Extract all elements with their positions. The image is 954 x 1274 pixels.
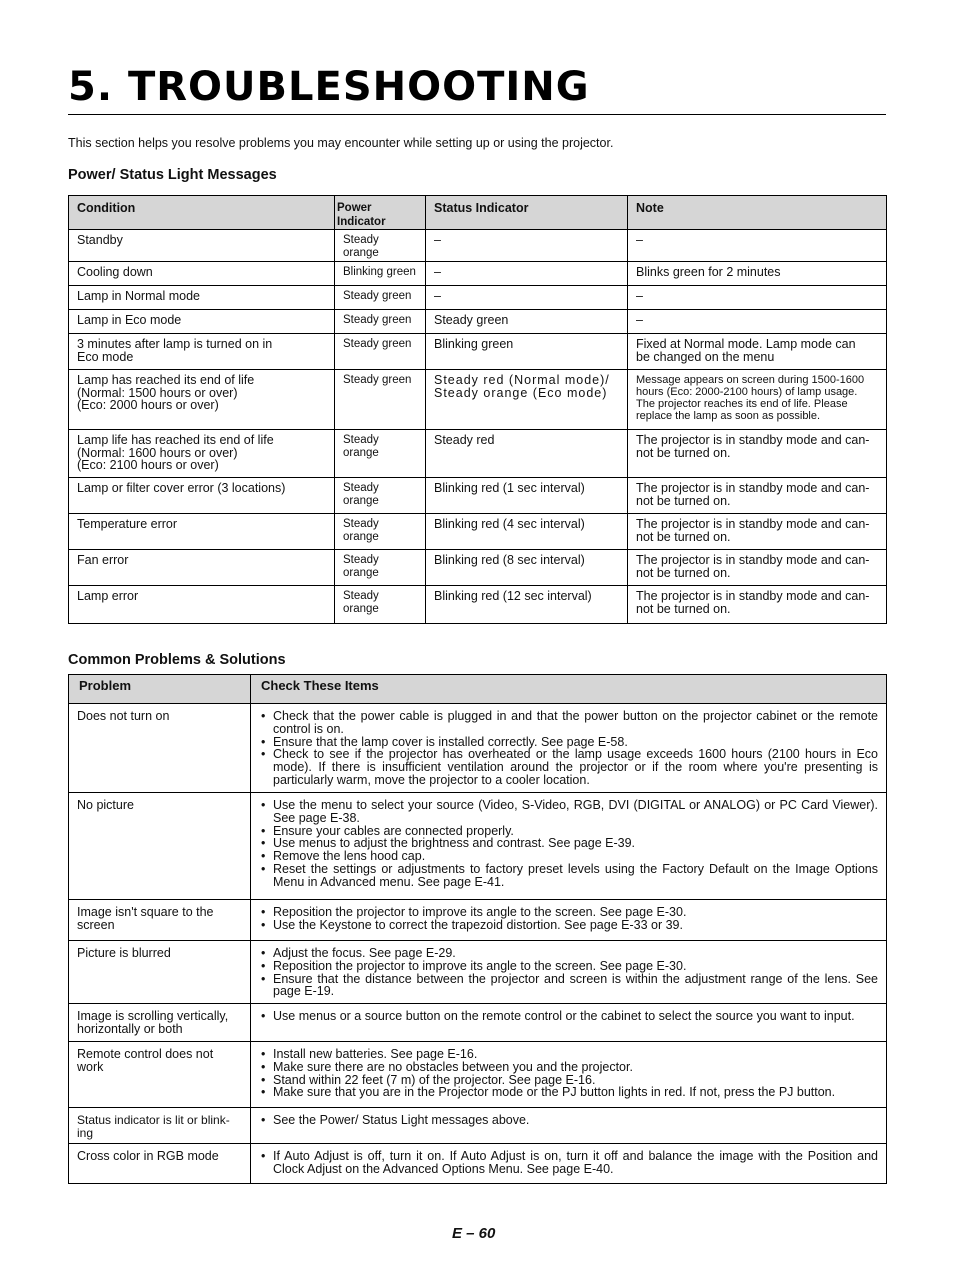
table-row <box>69 286 887 310</box>
cell-line: Blinking red (4 sec interval) <box>434 517 585 531</box>
cell-line: Lamp life has reached its end of life <box>77 433 274 447</box>
status-header-row <box>69 196 887 230</box>
check-items-list <box>259 799 878 889</box>
status-indicator-cell <box>426 514 628 550</box>
status-indicator-cell <box>426 370 628 430</box>
condition-cell <box>69 478 335 514</box>
problem-cell <box>69 1144 251 1184</box>
list-item: • Stand within 22 feet (7 m) of the projector. See page E-16. <box>259 1074 878 1087</box>
cell-line: – <box>434 289 441 303</box>
power-indicator-cell: Steady green <box>335 286 426 310</box>
cell-line: Steady red <box>434 433 495 447</box>
problem-cell <box>69 1042 251 1108</box>
condition-cell <box>69 550 335 586</box>
cell-line: ing <box>77 1125 94 1140</box>
note-cell <box>628 514 887 550</box>
table-row <box>69 900 887 941</box>
cell-line: – <box>636 289 643 303</box>
cell-line: not be turned on. <box>636 493 731 508</box>
header-check-items: Check These Items <box>251 675 887 704</box>
cell-line: Does not turn on <box>77 709 170 723</box>
status-indicator-cell <box>426 262 628 286</box>
power-indicator-cell: Steady green <box>335 334 426 370</box>
condition-cell <box>69 310 335 334</box>
table-row <box>69 941 887 1004</box>
intro-paragraph: This section helps you resolve problems you may encounter while setting up or using the projector. <box>68 136 614 150</box>
table-row <box>69 514 887 550</box>
power-indicator-cell: Steady orange <box>335 478 426 514</box>
list-item: • Reposition the projector to improve its angle to the screen. See page E-30. <box>259 960 878 973</box>
list-item: • Use the Keystone to correct the trapezoid distortion. See page E-33 or 39. <box>259 919 878 932</box>
cell-line: Message appears on screen during 1500-1600 <box>636 374 865 386</box>
condition-cell <box>69 514 335 550</box>
cell-line: Lamp has reached its end of life <box>77 373 255 387</box>
power-indicator-cell: Blinking green <box>335 262 426 286</box>
list-item: • Reset the settings or adjustments to factory preset levels using the Factory Default on the Image Options Menu in Advanced menu. See page E-41. <box>259 863 878 889</box>
status-section-heading: Power/ Status Light Messages <box>68 167 277 183</box>
table-row <box>69 550 887 586</box>
cell-line: Status indicator is lit or blink- <box>77 1113 230 1127</box>
note-cell <box>628 370 887 430</box>
status-indicator-cell <box>426 478 628 514</box>
list-item: • Remove the lens hood cap. <box>259 850 878 863</box>
list-item: • Make sure that you are in the Projector mode or the PJ button lights in red. If not, press the PJ button. <box>259 1086 878 1099</box>
cell-line: not be turned on. <box>636 565 731 580</box>
cell-line: The projector is in standby mode and can- <box>636 553 870 567</box>
table-row <box>69 1004 887 1042</box>
list-item: • Ensure your cables are connected properly. <box>259 825 878 838</box>
status-indicator-cell <box>426 310 628 334</box>
table-row <box>69 1108 887 1144</box>
table-row <box>69 704 887 793</box>
power-indicator-cell: Steady green <box>335 370 426 430</box>
cell-line: Standby <box>77 233 123 247</box>
list-item: • Install new batteries. See page E-16. <box>259 1048 878 1061</box>
power-indicator-cell: Steady orange <box>335 514 426 550</box>
note-cell <box>628 430 887 478</box>
cell-line: (Normal: 1600 hours or over) <box>77 445 238 460</box>
list-item: • Use menus or a source button on the remote control or the cabinet to select the source you want to input. <box>259 1010 878 1023</box>
status-light-table <box>68 195 887 624</box>
problem-cell <box>69 1004 251 1042</box>
check-items-list <box>259 1114 878 1127</box>
table-row <box>69 262 887 286</box>
page-title: 5. TROUBLESHOOTING <box>68 64 590 110</box>
cell-line: Image isn't square to the <box>77 905 214 919</box>
cell-line: screen <box>77 917 115 932</box>
check-items-list <box>259 947 878 998</box>
cell-line: Temperature error <box>77 517 178 531</box>
cell-line: not be turned on. <box>636 445 731 460</box>
table-row <box>69 478 887 514</box>
problem-cell <box>69 941 251 1004</box>
list-item: • Check that the power cable is plugged in and that the power button on the projector cabinet or the remote control is on. <box>259 710 878 736</box>
note-cell <box>628 586 887 624</box>
check-items-list <box>259 1048 878 1099</box>
cell-line: The projector is in standby mode and can- <box>636 517 870 531</box>
list-item: • Make sure there are no obstacles between you and the projector. <box>259 1061 878 1074</box>
check-items-cell <box>251 1042 887 1108</box>
note-cell <box>628 310 887 334</box>
list-item: • See the Power/ Status Light messages above. <box>259 1114 878 1127</box>
note-cell <box>628 334 887 370</box>
table-row <box>69 230 887 262</box>
cell-line: work <box>77 1059 104 1074</box>
title-divider <box>68 114 886 115</box>
table-row <box>69 310 887 334</box>
table-row <box>69 586 887 624</box>
cell-line: 3 minutes after lamp is turned on in <box>77 337 273 351</box>
condition-cell <box>69 430 335 478</box>
table-row <box>69 370 887 430</box>
problems-header-row <box>69 675 887 704</box>
table-row <box>69 334 887 370</box>
list-item: • Adjust the focus. See page E-29. <box>259 947 878 960</box>
cell-line: not be turned on. <box>636 529 731 544</box>
cell-line: (Normal: 1500 hours or over) <box>77 385 238 400</box>
power-indicator-cell: Steady orange <box>335 430 426 478</box>
cell-line: Blinks green for 2 minutes <box>636 265 781 279</box>
power-indicator-cell: Steady green <box>335 310 426 334</box>
page-number: E – 60 <box>452 1225 496 1242</box>
check-items-cell <box>251 1144 887 1184</box>
check-items-cell <box>251 941 887 1004</box>
cell-line: The projector reaches its end of life. Please <box>636 398 848 410</box>
cell-line: Image is scrolling vertically, <box>77 1009 229 1023</box>
cell-line: (Eco: 2000 hours or over) <box>77 398 219 412</box>
cell-line: Lamp in Eco mode <box>77 313 182 327</box>
problem-cell <box>69 793 251 900</box>
list-item: • Reposition the projector to improve its angle to the screen. See page E-30. <box>259 906 878 919</box>
note-cell <box>628 230 887 262</box>
cell-line: Cross color in RGB mode <box>77 1149 219 1163</box>
note-cell <box>628 262 887 286</box>
problems-section-heading: Common Problems & Solutions <box>68 652 286 668</box>
check-items-cell <box>251 1108 887 1144</box>
cell-line: Steady red (Normal mode)/ <box>434 373 610 387</box>
list-item: • Use the menu to select your source (Video, S-Video, RGB, DVI (DIGITAL or ANALOG) or PC Card Viewer). See page E-38. <box>259 799 878 825</box>
status-indicator-cell <box>426 550 628 586</box>
power-indicator-cell: Steady orange <box>335 586 426 624</box>
list-item: • Ensure that the lamp cover is installed correctly. See page E-58. <box>259 736 878 749</box>
header-problem: Problem <box>69 675 251 704</box>
cell-line: – <box>636 233 643 247</box>
header-status-indicator: Status Indicator <box>426 196 628 230</box>
problem-cell <box>69 704 251 793</box>
note-cell <box>628 550 887 586</box>
status-indicator-cell <box>426 286 628 310</box>
cell-line: not be turned on. <box>636 601 731 616</box>
table-row <box>69 430 887 478</box>
list-item: • If Auto Adjust is off, turn it on. If Auto Adjust is on, turn it off and balance the image with the Position and Clock Adjust on the Advanced Options Menu. See page E-40. <box>259 1150 878 1176</box>
status-indicator-cell <box>426 334 628 370</box>
header-power-indicator: Power Indicator <box>335 196 426 230</box>
cell-line: Eco mode <box>77 349 134 364</box>
cell-line: The projector is in standby mode and can- <box>636 481 870 495</box>
condition-cell <box>69 586 335 624</box>
list-item: • Ensure that the distance between the projector and screen is within the adjustment range of the lens. See page E-19. <box>259 973 878 999</box>
cell-line: – <box>434 233 441 247</box>
cell-line: be changed on the menu <box>636 349 775 364</box>
condition-cell <box>69 286 335 310</box>
note-cell <box>628 478 887 514</box>
problem-cell <box>69 1108 251 1144</box>
condition-cell <box>69 230 335 262</box>
cell-line: Picture is blurred <box>77 946 171 960</box>
status-indicator-cell <box>426 430 628 478</box>
check-items-list <box>259 710 878 787</box>
cell-line: hours (Eco: 2000-2100 hours) of lamp usage. <box>636 386 858 398</box>
status-indicator-cell <box>426 586 628 624</box>
check-items-list <box>259 1010 878 1023</box>
check-items-cell <box>251 704 887 793</box>
cell-line: – <box>434 265 441 279</box>
cell-line: Blinking red (8 sec interval) <box>434 553 585 567</box>
check-items-list <box>259 906 878 932</box>
cell-line: Fan error <box>77 553 129 567</box>
note-cell <box>628 286 887 310</box>
table-row <box>69 1042 887 1108</box>
condition-cell <box>69 370 335 430</box>
cell-line: replace the lamp as soon as possible. <box>636 410 821 422</box>
cell-line: (Eco: 2100 hours or over) <box>77 458 219 472</box>
table-row <box>69 1144 887 1184</box>
condition-cell <box>69 334 335 370</box>
cell-line: Blinking green <box>434 337 514 351</box>
cell-line: – <box>636 313 643 327</box>
status-indicator-cell <box>426 230 628 262</box>
check-items-cell <box>251 900 887 941</box>
header-condition: Condition <box>69 196 335 230</box>
list-item: • Check to see if the projector has overheated or the lamp usage exceeds 1600 hours (2100 hours in Eco mode). If there is insufficient ventilation around the projector or if the room where you're presenting is particularly warm, move the projector to a cooler location. <box>259 748 878 786</box>
table-row <box>69 793 887 900</box>
condition-cell <box>69 262 335 286</box>
cell-line: Fixed at Normal mode. Lamp mode can <box>636 337 856 351</box>
cell-line: Steady green <box>434 313 509 327</box>
problems-table <box>68 674 887 1184</box>
cell-line: Lamp or filter cover error (3 locations) <box>77 481 286 495</box>
check-items-cell <box>251 1004 887 1042</box>
cell-line: Lamp in Normal mode <box>77 289 200 303</box>
cell-line: The projector is in standby mode and can- <box>636 589 870 603</box>
check-items-list <box>259 1150 878 1176</box>
power-indicator-cell: Steady orange <box>335 550 426 586</box>
cell-line: Steady orange (Eco mode) <box>434 385 608 400</box>
problem-cell <box>69 900 251 941</box>
cell-line: No picture <box>77 798 134 812</box>
check-items-cell <box>251 793 887 900</box>
cell-line: The projector is in standby mode and can- <box>636 433 870 447</box>
power-indicator-cell: Steady orange <box>335 230 426 262</box>
cell-line: Lamp error <box>77 589 139 603</box>
list-item: • Use menus to adjust the brightness and contrast. See page E-39. <box>259 837 878 850</box>
cell-line: horizontally or both <box>77 1021 183 1036</box>
cell-line: Blinking red (12 sec interval) <box>434 589 592 603</box>
header-note: Note <box>628 196 887 230</box>
cell-line: Blinking red (1 sec interval) <box>434 481 585 495</box>
cell-line: Cooling down <box>77 265 153 279</box>
cell-line: Remote control does not <box>77 1047 214 1061</box>
